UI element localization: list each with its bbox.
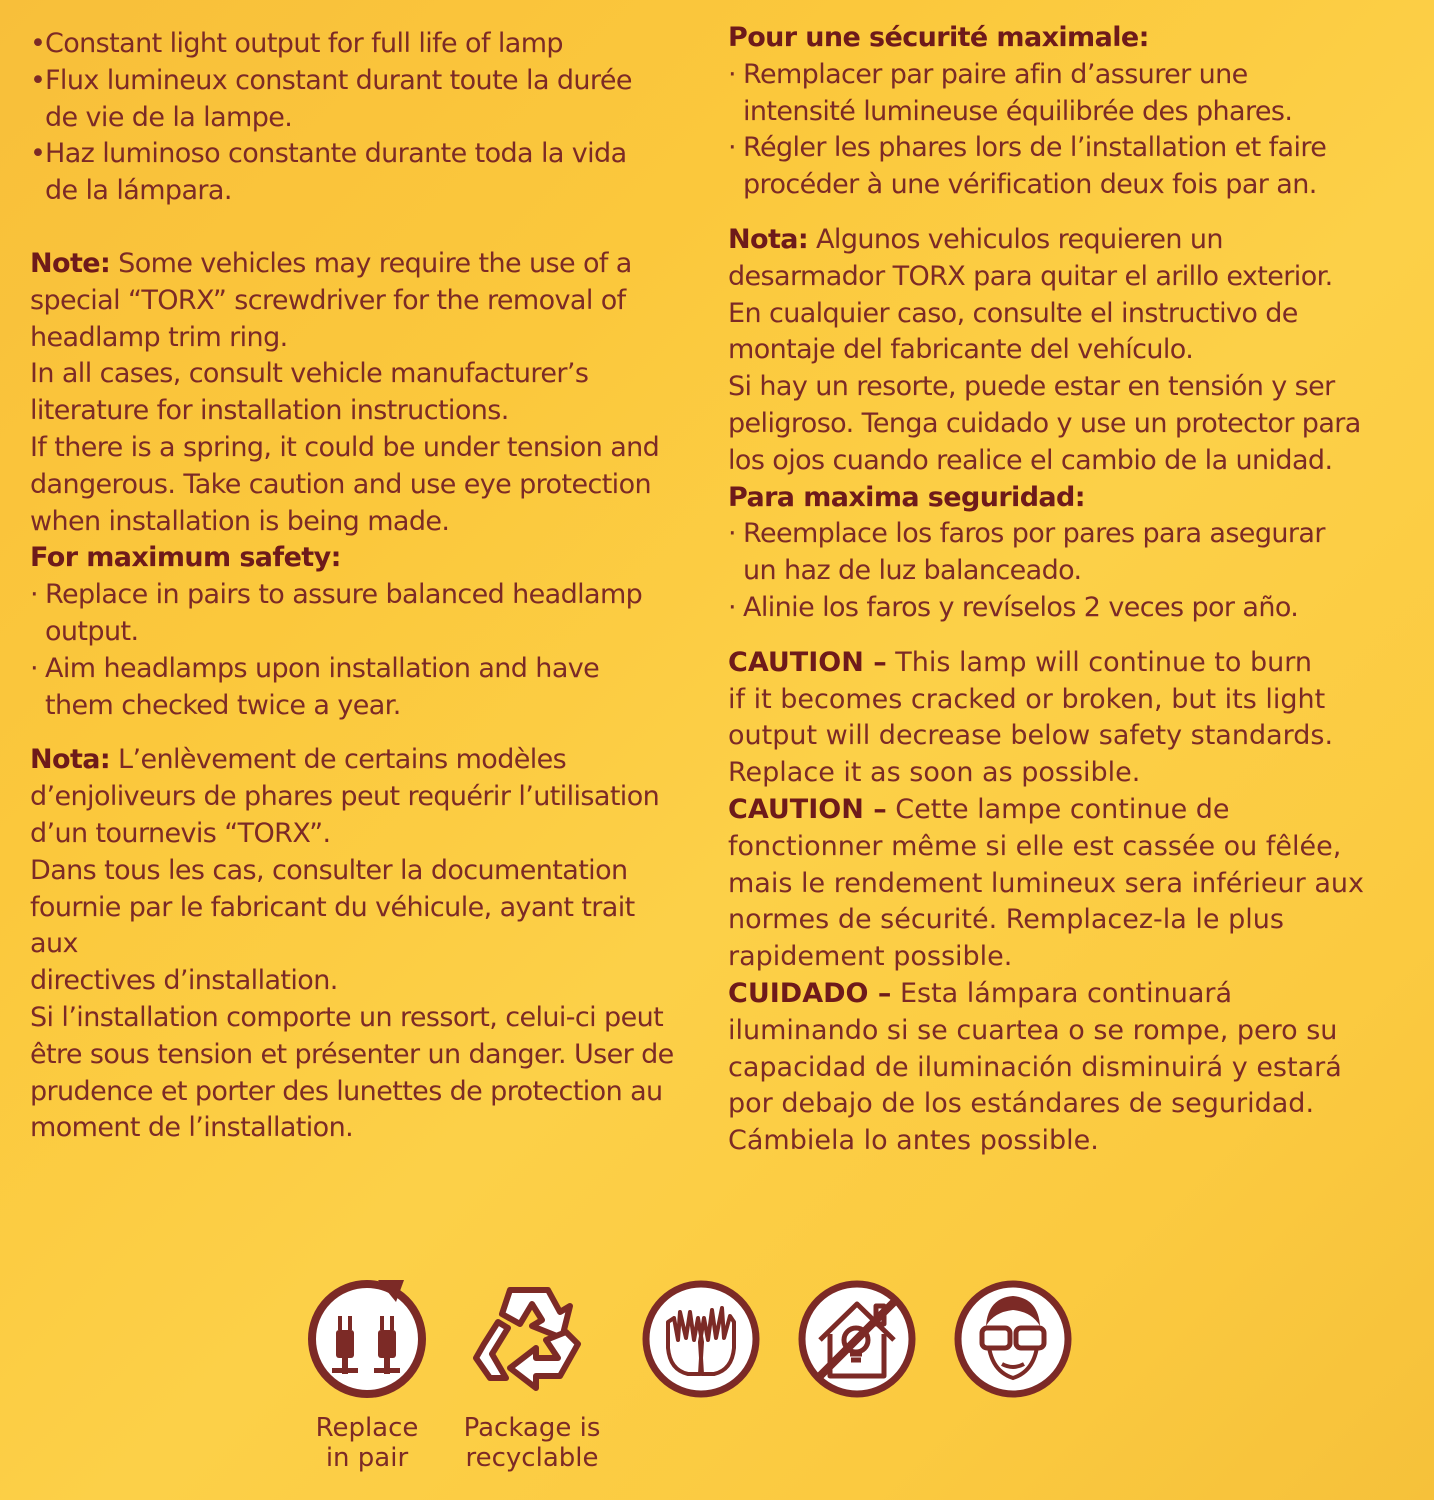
caution-en: CAUTION – This lamp will continue to burn if it becomes cracked or broken, but its light output will decrease below safety standards. Replace it as soon as possible. [728,646,1334,789]
nota-paragraph-line: prudence et porter des lunettes de protection au [30,1075,663,1107]
es-note-line: Si hay un resorte, puede estar en tensión y ser [728,371,1335,403]
nota-paragraph-line: Dans tous les cas, consulter la documentation [30,854,628,886]
nota-paragraph-line: être sous tension et présenter un danger. User de [30,1038,674,1070]
nota-paragraph-line: Nota: L’enlèvement de certains modèles [30,744,567,776]
safety-item: · Replace in pairs to assure balanced headlamp output. [30,579,643,647]
caution-label: CAUTION – [728,793,887,825]
note-paragraph-line: dangerous. Take caution and use eye protection [30,468,652,500]
recycle-icon [470,1278,592,1400]
bullet-item: • Flux lumineux constant durant toute la durée de vie de la lampe. [30,63,690,137]
cuidado-label: CUIDADO – [728,977,892,1009]
bullet-item: • Haz luminoso constante durante toda la vida de la lámpara. [30,136,690,210]
caution-es: CUIDADO – Esta lámpara continuará iluminando si se cuartea o se rompe, pero su capacidad de iluminación disminuirá y estará por debajo de los estándares de seguridad. Cámbiela lo antes possible. [728,977,1342,1157]
replace-in-pair-label: Replace in pair [315,1413,419,1473]
recyclable-label: Package is recyclable [463,1413,601,1473]
fr-safety-item: · Régler les phares lors de l’installation et faire procéder à une vérification deux fois par an. [728,132,1327,201]
nota-paragraph-line: d’enjoliveurs de phares peut requérir l’utilisation [30,781,660,813]
left-column [30,26,690,1147]
nota-paragraph-line: d’un tournevis “TORX”. [30,817,331,849]
es-note-line: desarmador TORX para quitar el arillo exterior. [728,260,1333,292]
note-paragraph-line: Note: Some vehicles may require the use of a [30,247,632,279]
note-paragraph-line: when installation is being made. [30,505,450,537]
fr-safety-heading: Pour une sécurité maximale: [728,22,1149,53]
es-safety-item: · Reemplace los faros por pares para asegurar un haz de luz balanceado. [728,518,1325,587]
es-note-line: montaje del fabricante del vehículo. [728,334,1194,366]
note-paragraph-line: headlamp trim ring. [30,321,288,353]
nota-label: Nota: [30,744,111,776]
nota-paragraph-line: fournie par le fabricant du véhicule, ayant trait aux [30,891,635,960]
es-safety-item: · Alinie los faros y revíselos 2 veces por año. [728,591,1299,623]
note-paragraph-line: literature for installation instructions. [30,395,509,427]
nota-paragraph-line: moment de l’installation. [30,1112,354,1144]
eye-protection-icon [952,1278,1074,1400]
es-note-line: En cualquier caso, consulte el instructivo de [728,297,1298,329]
bullet-line: de vie de la lampe. [45,101,293,133]
note-paragraph-line: If there is a spring, it could be under tension and [30,431,660,463]
caution-label: CAUTION – [728,646,887,678]
replace-in-pair-icon [306,1278,428,1400]
bullet-line: de la lámpara. [45,175,232,207]
caution-fr: CAUTION – Cette lampe continue de fonctionner même si elle est cassée ou fêlée, mais le rendement lumineux sera inférieur aux normes de sécurité. Remplacez-la le plus rapidement possible. [728,793,1364,973]
bullet-item: • Constant light output for full life of lamp [30,26,690,63]
safety-item: · Aim headlamps upon installation and have them checked twice a year. [30,652,600,721]
nota-paragraph-line: directives d’installation. [30,965,338,997]
bullet-line: Flux lumineux constant durant toute la durée [45,64,632,96]
safety-heading: For maximum safety: [30,542,341,574]
bullet-line: Haz luminoso constante durante toda la vida [45,138,627,170]
es-note-label: Nota: [728,223,809,255]
note-paragraph-line: In all cases, consult vehicle manufacturer’s [30,358,589,390]
fr-safety-item: · Remplacer par paire afin d’assurer une intensité lumineuse équilibrée des phares. [728,58,1293,127]
no-household-use-icon [796,1278,918,1400]
gloves-icon [640,1278,762,1400]
es-note-line: los ojos cuando realice el cambio de la unidad. [728,444,1333,476]
icon-row [0,1278,1434,1498]
es-note-line: Nota: Algunos vehiculos requieren un [728,223,1223,255]
note-paragraph-line: special “TORX” screwdriver for the removal of [30,284,626,316]
es-safety-heading: Para maxima seguridad: [728,481,1085,513]
bullet-line: Constant light output for full life of lamp [45,28,563,59]
es-note-line: peligroso. Tenga cuidado y use un protector para [728,407,1361,439]
right-column [728,20,1418,1160]
nota-paragraph-line: Si l’installation comporte un ressort, celui-ci peut [30,1001,664,1033]
note-label: Note: [30,247,111,279]
